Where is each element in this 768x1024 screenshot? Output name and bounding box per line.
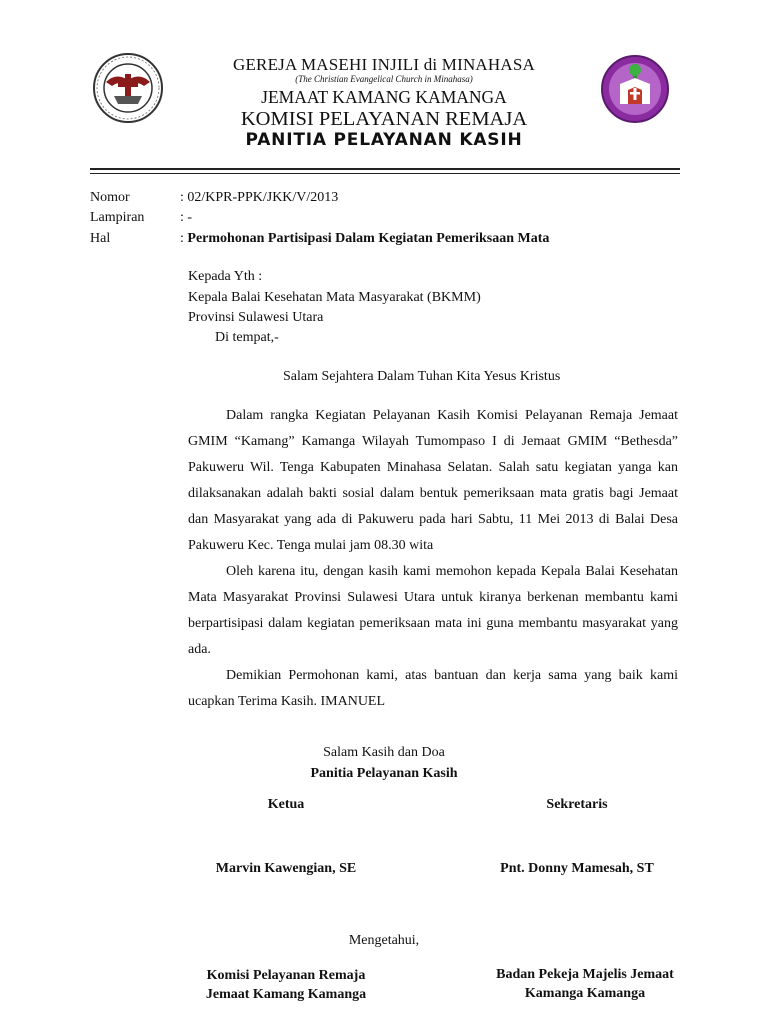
lampiran-value: : - — [180, 210, 193, 225]
recipient-line-2: Kepala Balai Kesehatan Mata Masyarakat (BKMM) — [188, 290, 481, 305]
hal-value: Permohonan Partisipasi Dalam Kegiatan Pemeriksaan Mata — [187, 231, 550, 246]
ketua-title: Ketua — [267, 797, 305, 812]
committee-name: PANITIA PELAYANAN KASIH — [245, 130, 523, 150]
left-org-line-2: Jemaat Kamang Kamanga — [205, 987, 367, 1002]
right-org-line-2: Kamanga Kamanga — [524, 986, 646, 1001]
nomor-value: : 02/KPR-PPK/JKK/V/2013 — [180, 190, 339, 205]
sekretaris-title: Sekretaris — [546, 797, 608, 812]
right-org-line-1: Badan Pekeja Majelis Jemaat — [496, 967, 674, 982]
closing-salutation: Salam Kasih dan Doa — [323, 745, 445, 760]
recipient-line-1: Kepada Yth : — [188, 269, 263, 284]
hal-value-row: : Permohonan Partisipasi Dalam Kegiatan Pemeriksaan Mata — [180, 231, 550, 246]
paragraph-1: Dalam rangka Kegiatan Pelayanan Kasih Komisi Pelayanan Remaja Jemaat GMIM “Kamang” Kamanga Wilayah Tumompaso I di Jemaat GMIM “Bethesda” Pakuweru Wil. Tenga Kabupaten Minahasa Selatan. Salah satu kegiatan yanga kan dilaksanakan adalah bakti sosial dalam bentuk pemeriksaan mata gratis bagi Jemaat dan Masyarakat yang ada di Pakuweru pada hari Sabtu, 11 Mei 2013 di Balai Desa Pakuweru Kec. Tenga mulai jam 08.30 wita — [188, 408, 678, 553]
greeting: Salam Sejahtera Dalam Tuhan Kita Yesus Kristus — [283, 369, 561, 384]
commission-name: KOMISI PELAYANAN REMAJA — [240, 108, 528, 130]
church-name-english: (The Christian Evangelical Church in Minahasa) — [295, 74, 473, 84]
hal-label: Hal — [90, 231, 111, 246]
sekretaris-name: Pnt. Donny Mamesah, ST — [500, 861, 654, 876]
header-divider-thin — [90, 173, 680, 174]
recipient-line-4: Di tempat,- — [215, 330, 279, 345]
acknowledged-label: Mengetahui, — [348, 933, 420, 948]
paragraph-3: Demikian Permohonan kami, atas bantuan dan kerja sama yang baik kami ucapkan Terima Kasih. IMANUEL — [188, 668, 678, 709]
nomor-label: Nomor — [90, 190, 130, 205]
closing-committee: Panitia Pelayanan Kasih — [310, 766, 458, 781]
ketua-name: Marvin Kawengian, SE — [215, 861, 357, 876]
left-org-line-1: Komisi Pelayanan Remaja — [206, 968, 366, 983]
recipient-line-3: Provinsi Sulawesi Utara — [188, 310, 324, 325]
church-name: GEREJA MASEHI INJILI di MINAHASA — [232, 55, 535, 74]
congregation-name: JEMAAT KAMANG KAMANGA — [261, 87, 507, 107]
paragraph-2: Oleh karena itu, dengan kasih kami memohon kepada Kepala Balai Kesehatan Mata Masyarakat Provinsi Sulawesi Utara untuk kiranya berkenan membantu kami berpartisipasi dalam kegiatan pemeriksaan mata ini guna membantu masyarakat yang ada. — [188, 564, 678, 657]
lampiran-label: Lampiran — [90, 210, 145, 225]
header-divider-thick — [90, 168, 680, 170]
